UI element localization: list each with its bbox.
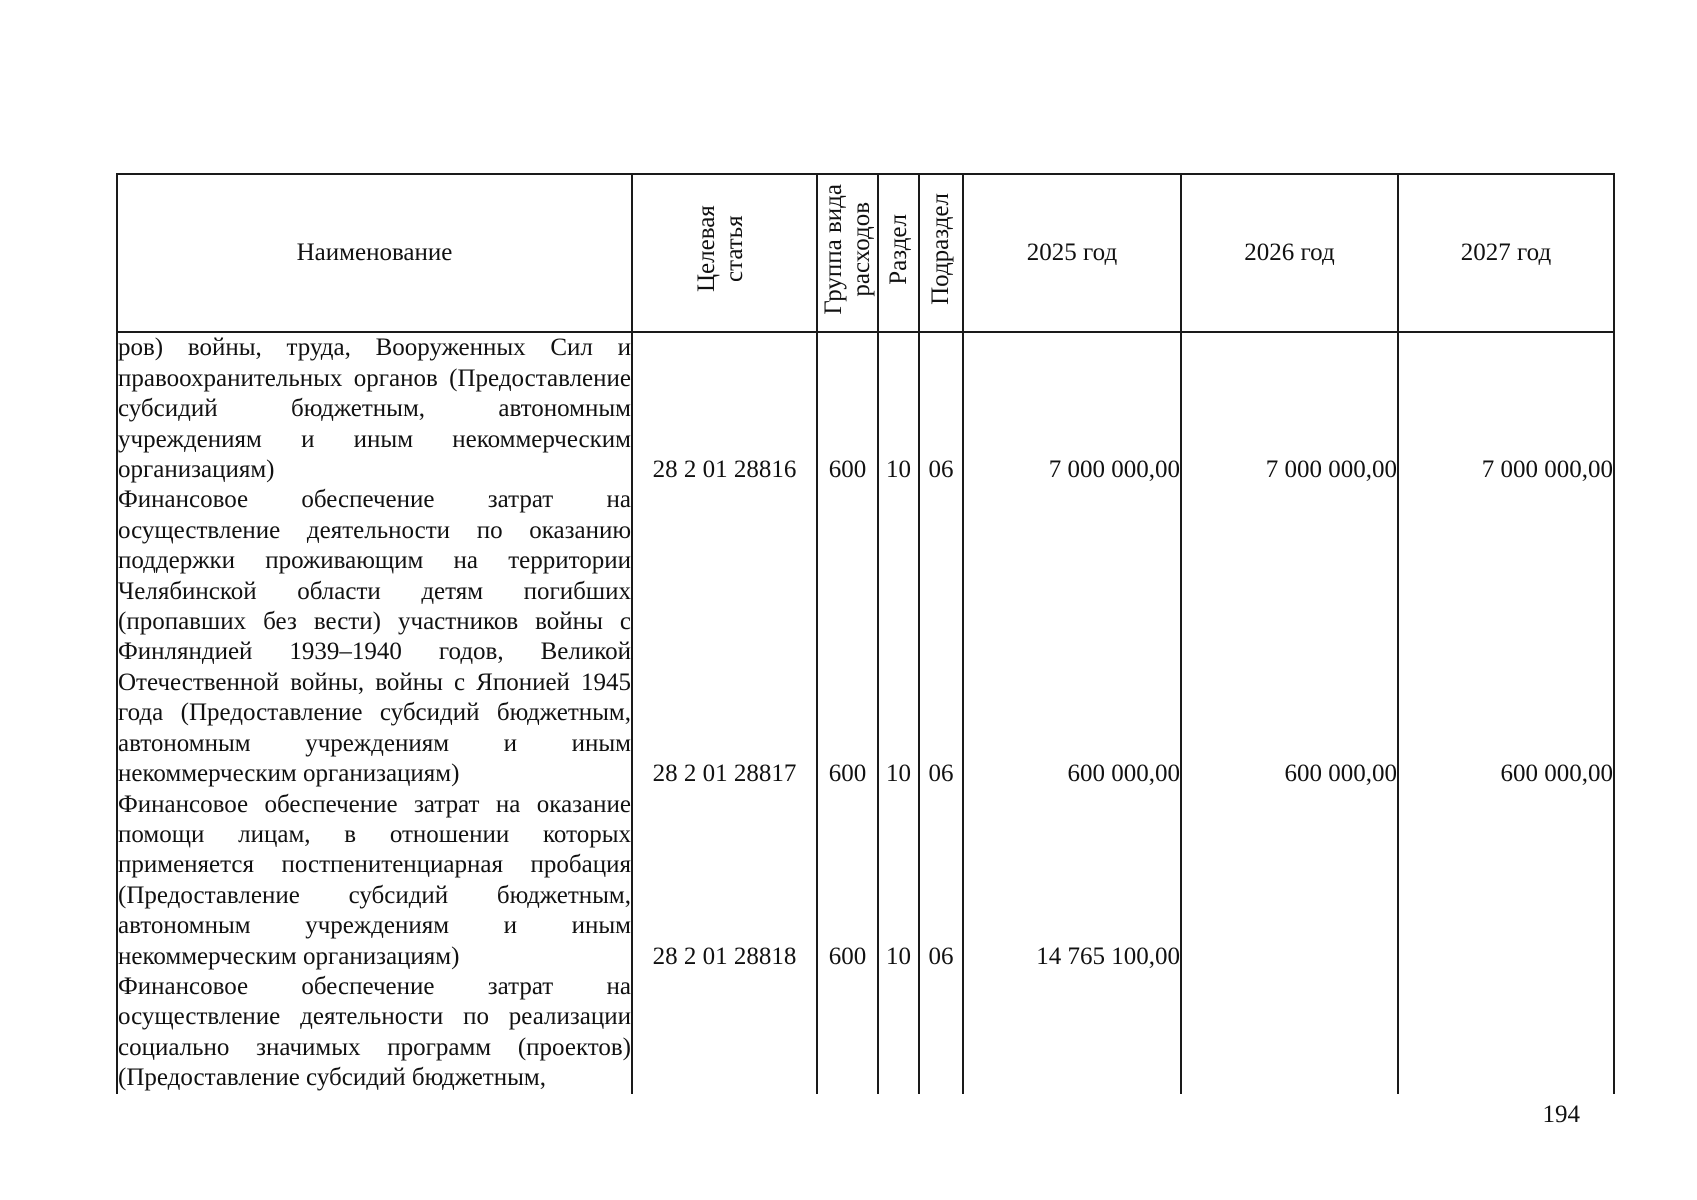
row-expense-group: 600	[817, 485, 878, 789]
row-amount-2025: 600 000,00	[963, 485, 1181, 789]
header-year-2025: 2025 год	[963, 174, 1181, 332]
table-row	[117, 972, 1614, 1094]
row-expense-group	[817, 972, 878, 1094]
row-amount-2025	[963, 972, 1181, 1094]
row-amount-2027: 600 000,00	[1398, 485, 1614, 789]
page-number: 194	[1542, 1101, 1580, 1128]
table-row	[117, 332, 1614, 485]
header-target-article: Целевая статья	[632, 174, 817, 332]
budget-table	[116, 173, 1615, 1094]
row-amount-2027	[1398, 972, 1614, 1094]
row-expense-group: 600	[817, 790, 878, 972]
row-target-article: 28 2 01 28818	[632, 790, 817, 972]
row-name: Финансовое обеспечение затрат на осуществление деятельности по реализации социально значимых программ (проектов) (Предоставление субсидий бюджетным,	[117, 972, 632, 1094]
header-year-2027: 2027 год	[1398, 174, 1614, 332]
row-amount-2027	[1398, 790, 1614, 972]
row-subsection: 06	[919, 790, 963, 972]
row-section	[878, 972, 919, 1094]
row-target-article: 28 2 01 28817	[632, 485, 817, 789]
row-amount-2025: 14 765 100,00	[963, 790, 1181, 972]
row-subsection: 06	[919, 485, 963, 789]
row-name: Финансовое обеспечение затрат на оказание помощи лицам, в отношении которых применяется постпенитенциарная пробация (Предоставление субсидий бюджетным, автономным учреждениям и иным некоммерческим организациям)	[117, 790, 632, 972]
row-name: Финансовое обеспечение затрат на осуществление деятельности по оказанию поддержки проживающим на территории Челябинской области детям погибших (пропавших без вести) участников войны с Финляндией 1939–1940 годов, Великой Отечественной войны, войны с Японией 1945 года (Предоставление субсидий бюджетным, автономным учреждениям и иным некоммерческим организациям)	[117, 485, 632, 789]
row-expense-group: 600	[817, 332, 878, 485]
row-subsection: 06	[919, 332, 963, 485]
row-section: 10	[878, 332, 919, 485]
row-amount-2026: 600 000,00	[1181, 485, 1398, 789]
table-row	[117, 485, 1614, 789]
table-row	[117, 790, 1614, 972]
row-amount-2026	[1181, 972, 1398, 1094]
row-target-article: 28 2 01 28816	[632, 332, 817, 485]
row-subsection	[919, 972, 963, 1094]
header-section: Раздел	[878, 174, 919, 332]
header-subsection: Подраздел	[919, 174, 963, 332]
header-year-2026: 2026 год	[1181, 174, 1398, 332]
row-target-article	[632, 972, 817, 1094]
header-name: Наименование	[117, 174, 632, 332]
table-header-row	[117, 174, 1614, 332]
row-amount-2025: 7 000 000,00	[963, 332, 1181, 485]
row-amount-2026: 7 000 000,00	[1181, 332, 1398, 485]
header-expense-group: Группа вида расходов	[817, 174, 878, 332]
row-amount-2026	[1181, 790, 1398, 972]
row-section: 10	[878, 485, 919, 789]
row-name: ров) войны, труда, Вооруженных Сил и правоохранительных органов (Предоставление субсидий бюджетным, автономным учреждениям и иным некоммерческим организациям)	[117, 332, 632, 485]
row-section: 10	[878, 790, 919, 972]
row-amount-2027: 7 000 000,00	[1398, 332, 1614, 485]
